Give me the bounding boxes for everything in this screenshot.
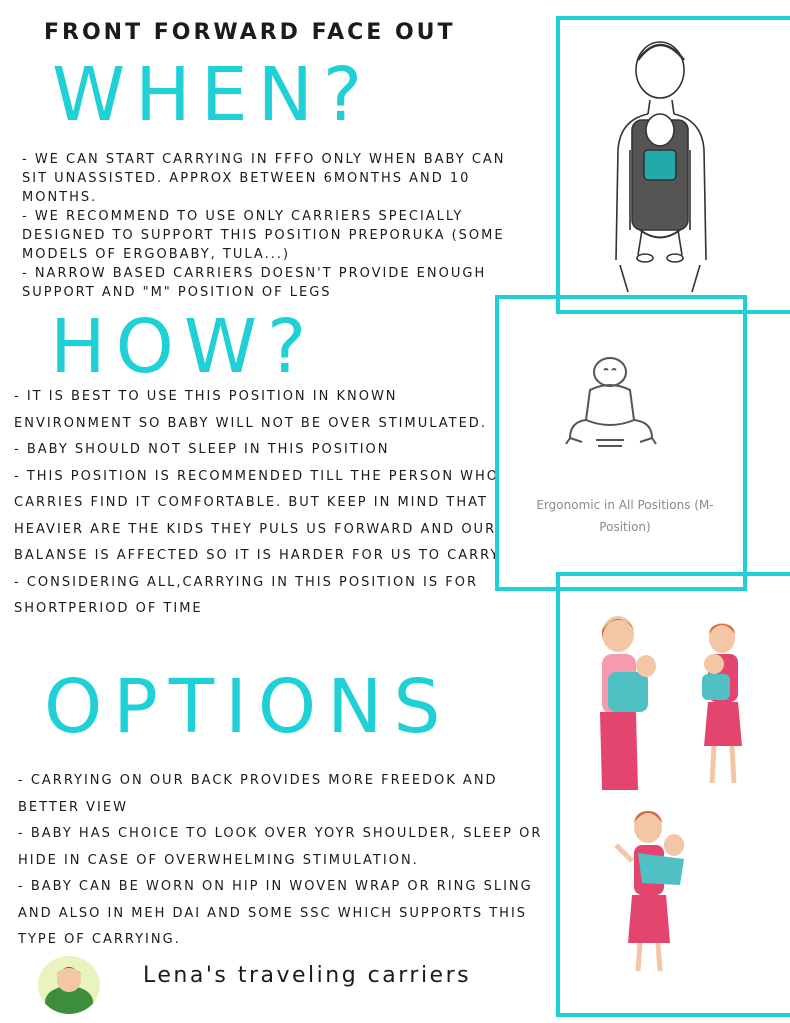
options-heading: OPTIONS [44,664,452,750]
hip-carry-woman-icon [690,618,760,788]
ergonomic-caption: Ergonomic in All Positions (M-Position) [536,498,714,534]
how-text: - IT IS BEST TO USE THIS POSITION IN KNOWN ENVIRONMENT SO BABY WILL NOT BE OVER STIMULATED. - BABY SHOULD NOT SLEEP IN THIS POSITION - THIS POSITION IS RECOMMENDED TILL THE PERSON WHO CARRIES FIND IT COMFORTABLE. BUT KEEP IN MIND THAT HEAVIER ARE THE KIDS THEY PULS US FORWARD AND OUR BALANSE IS AFFECTED SO IT IS HARDER FOR US TO CARRY - CONSIDERING ALL,CARRYING IN THIS POSITION IS FOR SHORTPERIOD OF TIME [14,389,501,616]
when-text: - WE CAN START CARRYING IN FFFO ONLY WHEN BABY CAN SIT UNASSISTED. APPROX BETWEEN 6MONTHS AND 10 MONTHS. - WE RECOMMEND TO USE ONLY CARRIERS SPECIALLY DESIGNED TO SUPPORT THIS POSITION PREPORUKA (SOME MODELS OF ERGOBABY, TULA...) - NARROW BASED CARRIERS DOESN'T PROVIDE ENOUGH SUPPORT AND "M" POSITION OF LEGS [22,152,506,300]
options-text: - CARRYING ON OUR BACK PROVIDES MORE FREEDOK AND BETTER VIEW - BABY HAS CHOICE TO LOOK OVER YOYR SHOULDER, SLEEP OR HIDE IN CASE OF OVERWHELMING STIMULATION. - BABY CAN BE WORN ON HIP IN WOVEN WRAP OR RING SLING AND ALSO IN MEH DAI AND SOME SSC WHICH SUPPORTS THIS TYPE OF CARRYING. [18,773,543,947]
brand-name: Lena's traveling carriers [143,963,472,988]
front-carry-illustration-icon [600,30,730,298]
page-title: FRONT FORWARD FACE OUT [44,20,456,45]
when-heading: WHEN? [52,52,373,138]
m-position-baby-icon [560,350,670,460]
character-avatar-icon [38,956,100,1014]
ring-sling-woman-icon [608,805,698,975]
how-heading: HOW? [50,304,317,390]
back-carry-woman-icon [590,612,670,794]
